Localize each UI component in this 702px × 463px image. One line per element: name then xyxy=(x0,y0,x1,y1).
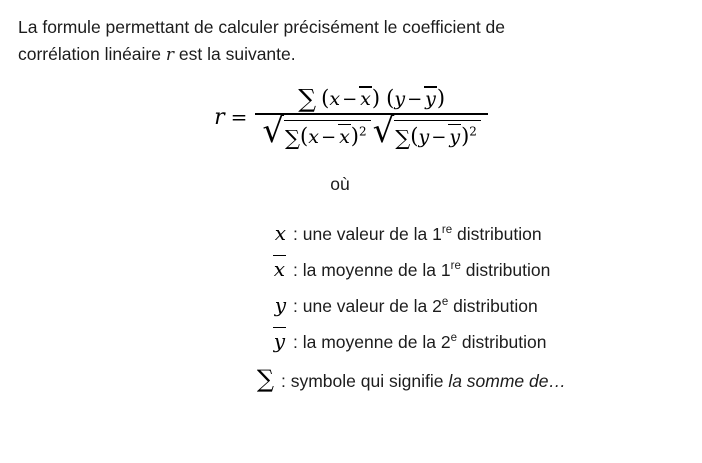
formula-expression xyxy=(214,84,488,150)
paren-close-left: ) xyxy=(350,123,359,148)
intro-line-2-after: est la suivante. xyxy=(178,44,296,65)
legend-text xyxy=(293,296,538,317)
ybar-1: y xyxy=(425,88,436,111)
xbar-legend: x xyxy=(273,257,285,282)
intro-line-2-before: corrélation linéaire xyxy=(18,44,161,65)
legend-text-before: : la moyenne de la 1 xyxy=(293,260,451,281)
list-item xyxy=(136,221,566,245)
list-item xyxy=(136,293,566,317)
legend-text-before: : la moyenne de la 2 xyxy=(293,332,451,353)
formula-fraction xyxy=(255,84,488,150)
paren-open-2: ( xyxy=(386,86,395,111)
formula-lhs: r xyxy=(214,104,225,130)
radical-sign-left: √ xyxy=(262,110,285,151)
var-y-1: y xyxy=(394,88,406,111)
paren-open-right: ( xyxy=(410,123,419,148)
legend-ordinal-suffix: e xyxy=(450,332,458,345)
exponent-left: 2 xyxy=(358,124,367,139)
fraction-denominator xyxy=(255,110,488,151)
right-term xyxy=(410,123,477,148)
paren-close-1: ) xyxy=(371,86,381,111)
legend-text-before: : une valeur de la 2 xyxy=(293,296,442,317)
var-x-2: x xyxy=(308,125,319,148)
paren-close-2: ) xyxy=(436,86,446,111)
sum-symbol-numerator: ∑ xyxy=(298,84,317,114)
left-term xyxy=(300,123,367,148)
legend-text-italic: la somme de… xyxy=(448,371,566,392)
paren-open-1: ( xyxy=(321,86,330,111)
legend-ordinal-suffix: re xyxy=(450,260,461,273)
legend-symbol-ybar xyxy=(136,329,293,353)
list-item xyxy=(136,257,566,281)
minus-right: − xyxy=(431,126,447,148)
sum-symbol-left: ∑ xyxy=(285,125,301,150)
legend-symbol-sum: ∑ xyxy=(256,365,274,394)
radical-right xyxy=(372,110,481,151)
legend-text-after: distribution xyxy=(452,224,542,245)
legend-text xyxy=(293,224,542,245)
radical-left xyxy=(262,110,370,151)
list-item xyxy=(136,365,566,393)
ybar-2: y xyxy=(449,125,461,148)
legend-ordinal-suffix: e xyxy=(441,296,449,309)
exponent-right: 2 xyxy=(469,124,477,139)
legend-text xyxy=(293,332,547,353)
variable-r-inline: r xyxy=(165,45,175,66)
var-y-2: y xyxy=(418,125,430,148)
minus-left: − xyxy=(320,126,337,148)
legend-list xyxy=(18,221,684,393)
numerator-term-x xyxy=(321,88,386,110)
legend-symbol-xbar xyxy=(136,257,293,281)
fraction-numerator xyxy=(292,84,451,113)
list-item xyxy=(136,329,566,353)
radical-sign-right: √ xyxy=(372,110,395,151)
var-x-1: x xyxy=(329,88,341,111)
numerator-term-y xyxy=(386,88,445,110)
legend-text-after: distribution xyxy=(448,296,538,317)
formula-equals: = xyxy=(230,105,248,130)
legend-text-before: : une valeur de la 1 xyxy=(293,224,442,245)
legend-text xyxy=(293,260,550,281)
paren-close-right: ) xyxy=(461,123,470,148)
legend-text-before: : symbole qui signifie xyxy=(281,371,449,392)
sum-symbol-right: ∑ xyxy=(395,125,411,150)
radical-right-body xyxy=(394,120,481,150)
correlation-formula xyxy=(18,84,684,150)
radical-left-body xyxy=(284,120,371,150)
xbar-1: x xyxy=(360,88,371,111)
minus-2: − xyxy=(407,89,423,111)
legend-text-after: distribution xyxy=(457,332,547,353)
ybar-legend: y xyxy=(273,329,285,354)
intro-line-1: La formule permettant de calculer précisément le coefficient de xyxy=(18,17,506,37)
legend-symbol-y: y xyxy=(274,293,286,318)
xbar-2: x xyxy=(339,125,350,148)
minus-1: − xyxy=(342,89,358,111)
legend-text-after: distribution xyxy=(460,260,551,281)
where-label: où xyxy=(330,174,350,195)
legend-symbol-x: x xyxy=(274,221,286,246)
paren-open-left: ( xyxy=(300,123,309,148)
legend-text xyxy=(281,371,566,392)
legend-ordinal-suffix: re xyxy=(441,224,453,237)
intro-paragraph xyxy=(18,14,684,68)
